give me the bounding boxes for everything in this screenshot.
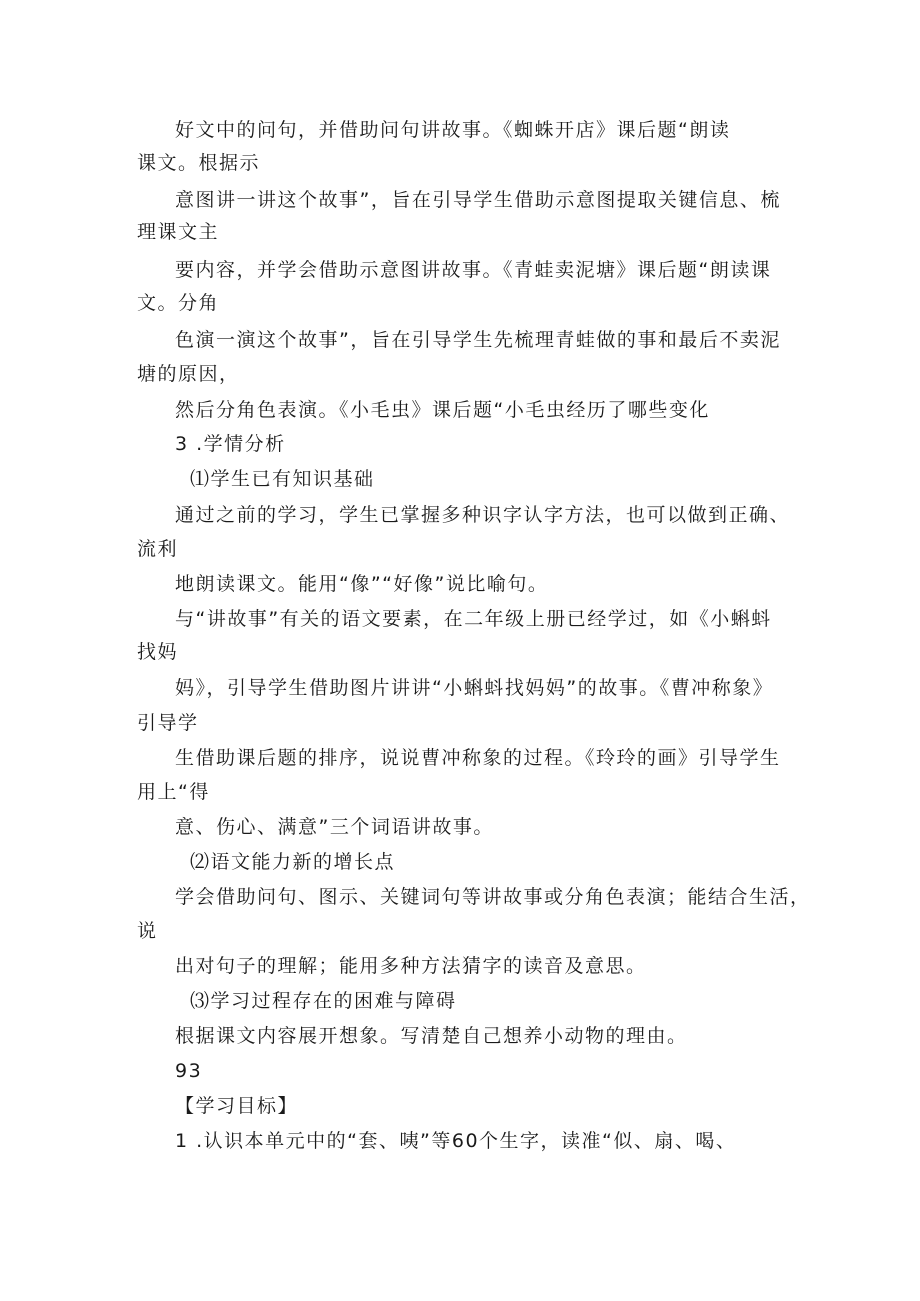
subsection-heading: ⑵语文能力新的增长点: [190, 851, 396, 873]
page-number: 93: [175, 1060, 203, 1082]
text-line: 课文。根据示: [137, 152, 261, 174]
text-line: 要内容，并学会借助示意图讲故事。《青蛙卖泥塘》课后题“朗读课: [175, 259, 772, 281]
text-line: 理课文主: [137, 221, 220, 243]
text-line: 好文中的问句，并借助问句讲故事。《蜘蛛开店》课后题“朗读: [175, 119, 731, 141]
text-line: 生借助课后题的排序，说说曹冲称象的过程。《玲玲的画》引导学生: [175, 747, 781, 769]
text-line: 妈》，引导学生借助图片讲讲“小蝌蚪找妈妈”的故事。《曹冲称象》: [175, 677, 774, 699]
text-line: 意、伤心、满意”三个词语讲故事。: [175, 816, 494, 838]
section-heading: 【学习目标】: [175, 1095, 299, 1117]
text-line: 与“讲故事”有关的语文要素，在二年级上册已经学过，如《小蝌蚪: [175, 608, 772, 630]
text-line: 文。分角: [137, 292, 220, 314]
text-line: 意图讲一讲这个故事”，旨在引导学生借助示意图提取关键信息、梳: [175, 189, 781, 211]
text-line: 根据课文内容展开想象。写清楚自己想养小动物的理由。: [175, 1025, 688, 1047]
text-line: 1 .认识本单元中的“套、咦”等60个生字，读准“似、扇、喝、: [175, 1130, 737, 1152]
text-line: 然后分角色表演。《小毛虫》课后题“小毛虫经历了哪些变化: [175, 399, 710, 421]
text-line: 通过之前的学习，学生已掌握多种识字认字方法，也可以做到正确、: [175, 504, 791, 526]
text-line: 用上“得: [137, 781, 210, 803]
text-line: 学会借助问句、图示、关键词句等讲故事或分角色表演；能结合生活，: [175, 886, 811, 908]
text-line: 引导学: [137, 712, 199, 734]
section-heading: 3 .学情分析: [175, 433, 286, 455]
text-line: 出对句子的理解；能用多种方法猜字的读音及意思。: [175, 955, 647, 977]
text-line: 色演一演这个故事”，旨在引导学生先梳理青蛙做的事和最后不卖泥: [175, 329, 781, 351]
text-line: 说: [137, 920, 158, 942]
text-line: 地朗读课文。能用“像”“好像”说比喻句。: [175, 573, 549, 595]
subsection-heading: ⑶学习过程存在的困难与障碍: [190, 990, 457, 1012]
text-line: 塘的原因，: [137, 363, 240, 385]
text-line: 找妈: [137, 641, 179, 663]
text-line: 流利: [137, 538, 179, 560]
subsection-heading: ⑴学生已有知识基础: [190, 468, 375, 490]
